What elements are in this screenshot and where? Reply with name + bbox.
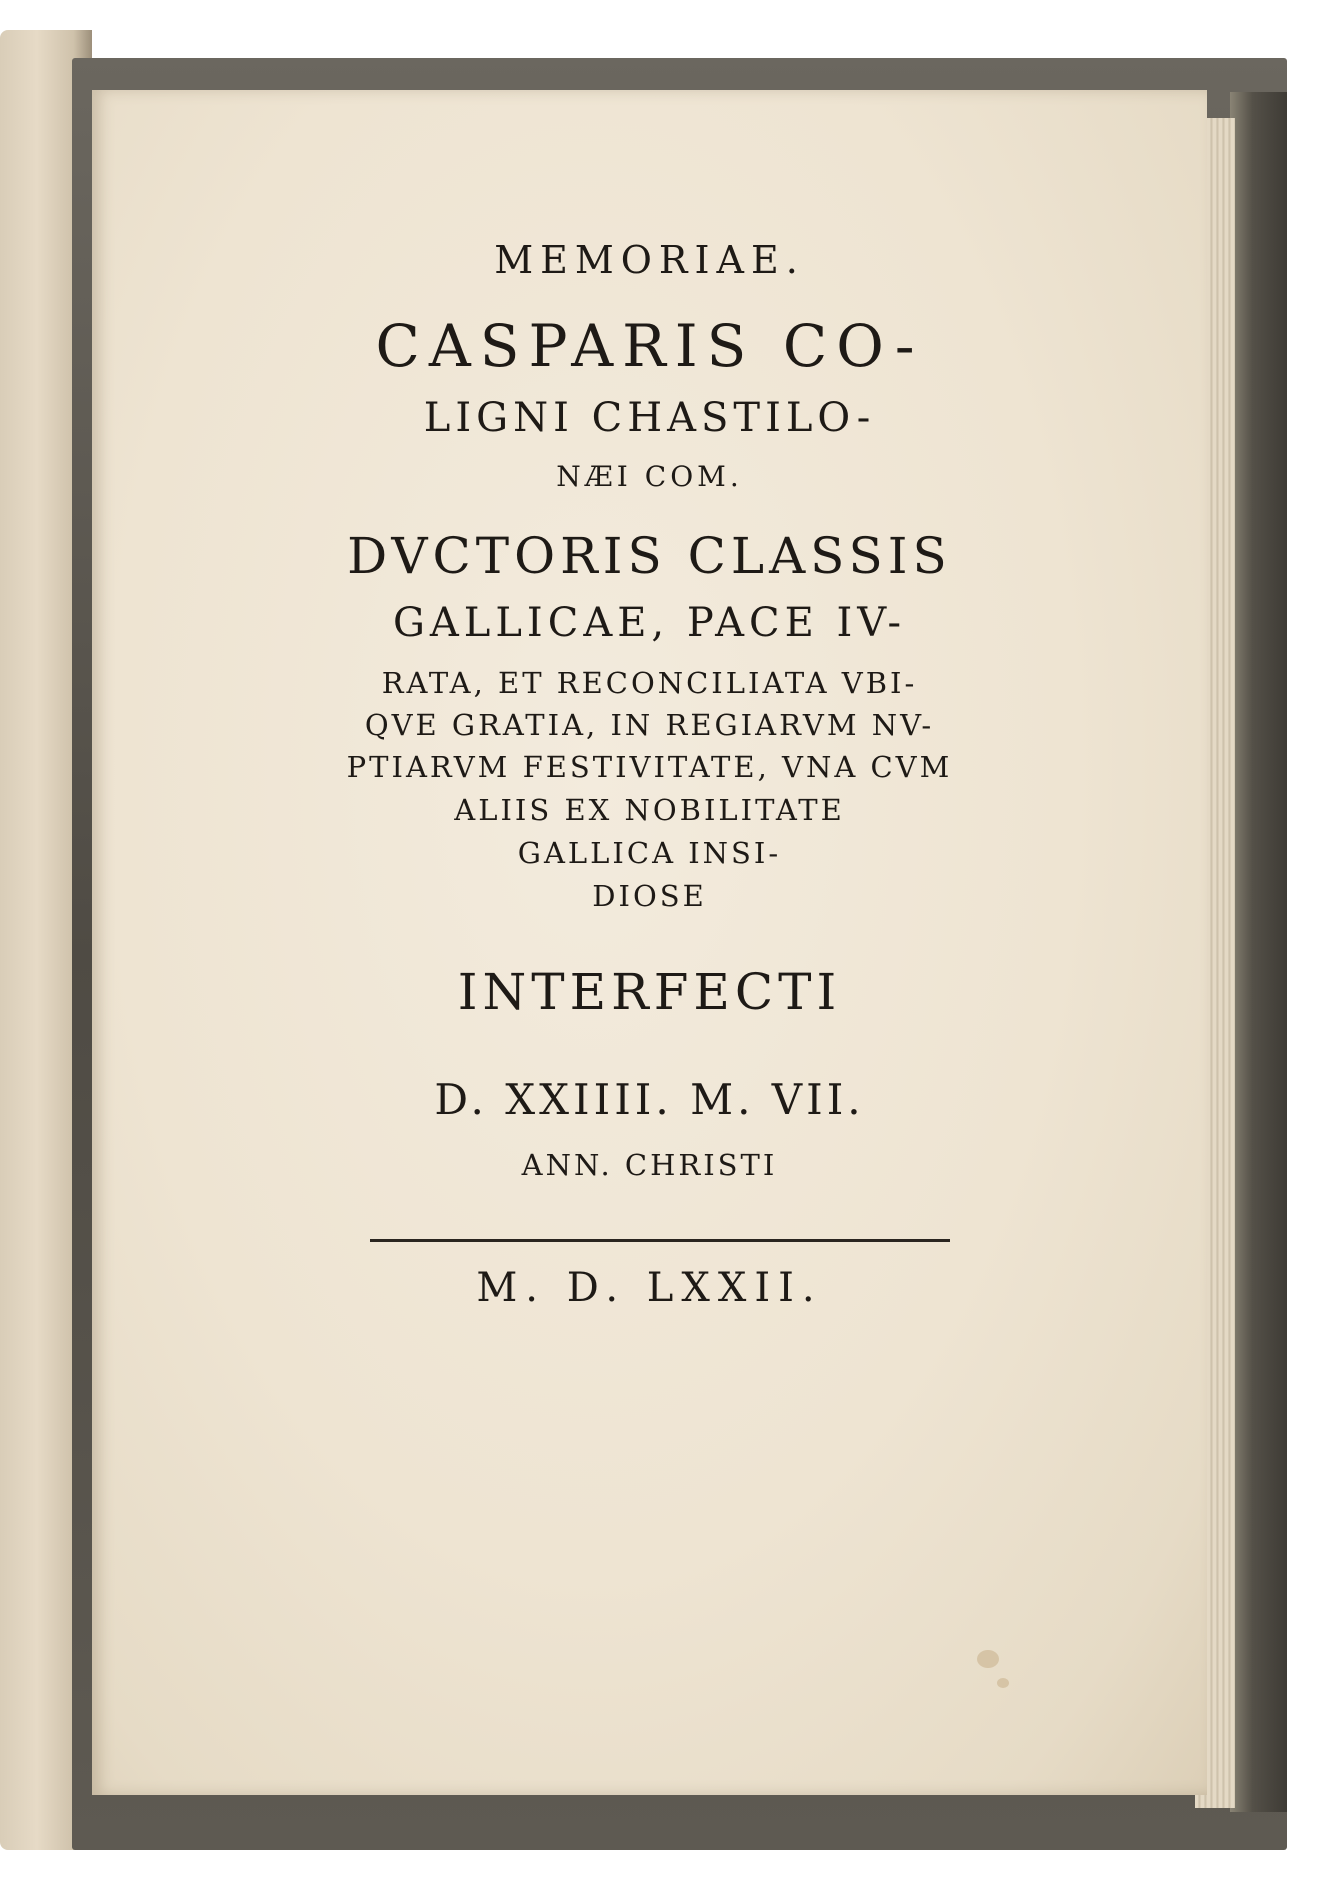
title-line-diose: DIOSE xyxy=(592,879,707,913)
title-line-ptiarvm: PTIARVM FESTIVITATE, VNA CVM xyxy=(346,750,953,784)
title-line-naei: NÆI COM. xyxy=(556,460,743,493)
foxing-spot xyxy=(977,1650,999,1668)
title-line-casparis: CASPARIS CO- xyxy=(375,312,924,380)
title-line-ann-christi: ANN. CHRISTI xyxy=(521,1148,778,1182)
title-line-qve: QVE GRATIA, IN REGIARVM NV- xyxy=(364,708,935,742)
title-line-memoriae: MEMORIAE. xyxy=(494,238,805,282)
title-page xyxy=(92,90,1207,1795)
title-line-ligni: LIGNI CHASTILO- xyxy=(423,395,876,441)
title-line-interfecti: INTERFECTI xyxy=(457,963,842,1021)
foxing-spot xyxy=(997,1678,1009,1688)
title-line-date: D. XXIIII. M. VII. xyxy=(434,1075,865,1124)
horizontal-rule xyxy=(370,1239,950,1242)
title-line-ductoris: DVCTORIS CLASSIS xyxy=(347,527,952,585)
title-line-gallicae: GALLICAE, PACE IV- xyxy=(392,600,907,646)
title-line-aliis: ALIIS EX NOBILITATE xyxy=(454,793,845,827)
title-line-rata: RATA, ET RECONCILIATA VBI- xyxy=(381,666,918,700)
title-line-year: M. D. LXXII. xyxy=(476,1265,823,1311)
cover-fore-edge xyxy=(1230,92,1287,1812)
title-line-gallica: GALLICA INSI- xyxy=(517,836,782,870)
